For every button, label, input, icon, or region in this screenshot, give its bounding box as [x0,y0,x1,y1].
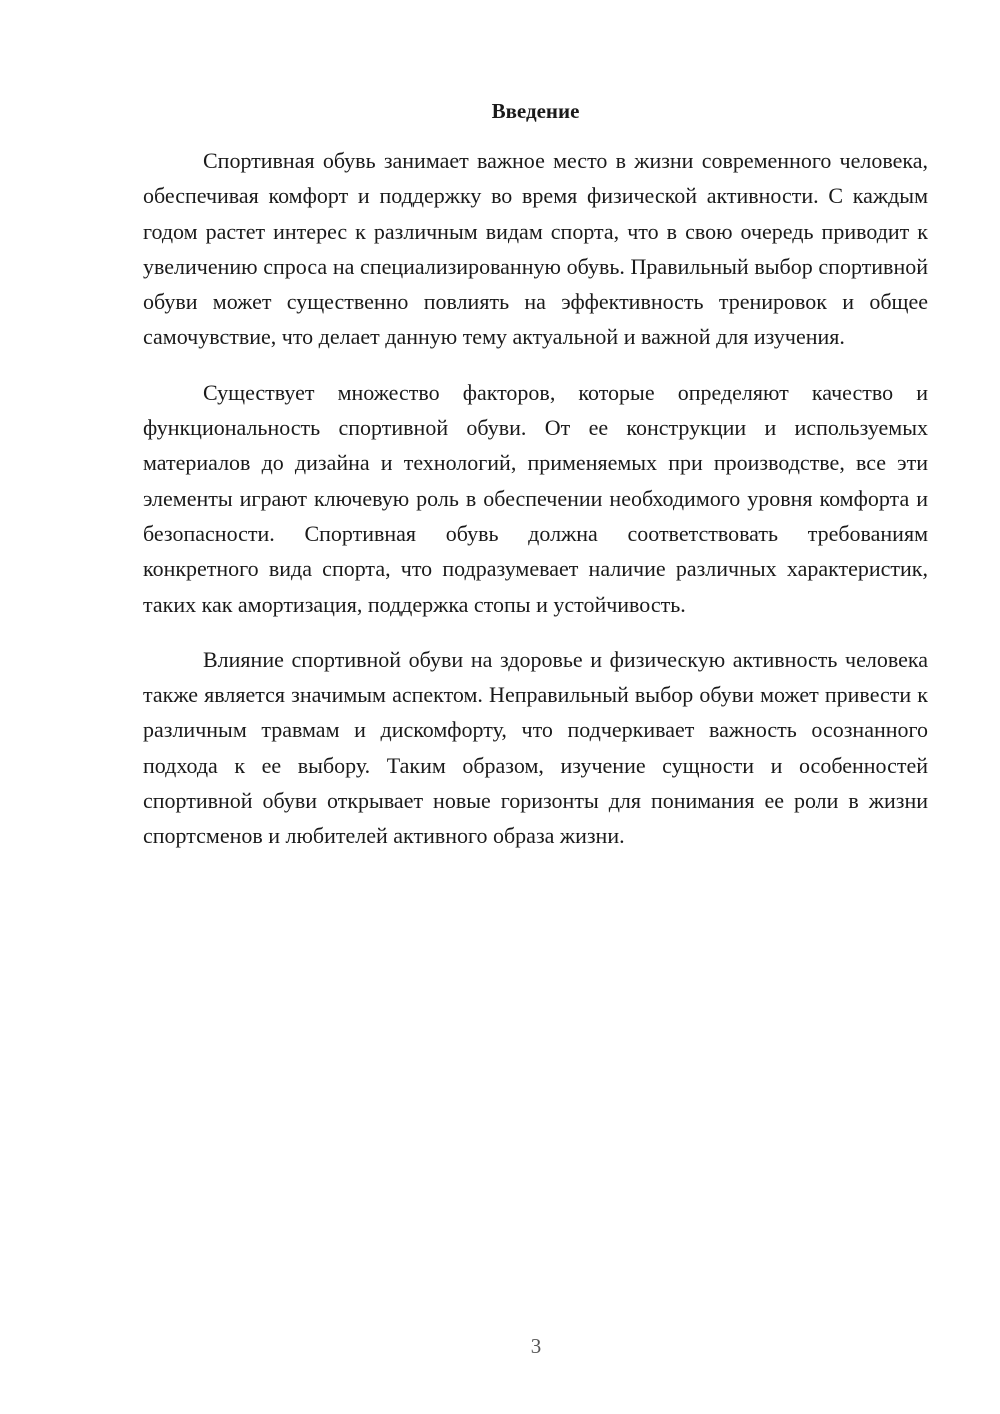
paragraph-3: Влияние спортивной обуви на здоровье и физическую активность человека также является значимым аспектом. Неправильный выбор обуви может привести к различным травмам и дискомфорту, что подчеркивает важность осознанного подхода к ее выбору. Таким образом, изучение сущности и особенностей спортивной обуви открывает новые горизонты для понимания ее роли в жизни спортсменов и любителей активного образа жизни. [143,646,928,849]
section-heading: Введение [491,99,580,123]
paragraph-2: Существует множество факторов, которые определяют качество и функциональность спортивной обуви. От ее конструкции и используемых материалов до дизайна и технологий, применяемых при производстве, все эти элементы играют ключевую роль в обеспечении необходимого уровня комфорта и безопасности. Спортивная обувь должна соответствовать требованиям конкретного вида спорта, что подразумевает наличие различных характеристик, таких как амортизация, поддержка стопы и устойчивость. [143,379,928,617]
page-content [143,96,928,874]
paragraph-1: Спортивная обувь занимает важное место в жизни современного человека, обеспечивая комфорт и поддержку во время физической активности. С каждым годом растет интерес к различным видам спорта, что в свою очередь приводит к увеличению спроса на специализированную обувь. Правильный выбор спортивной обуви может существенно повлиять на эффективность тренировок и общее самочувствие, что делает данную тему актуальной и важной для изучения. [143,148,928,350]
page-number: 3 [530,1334,542,1358]
